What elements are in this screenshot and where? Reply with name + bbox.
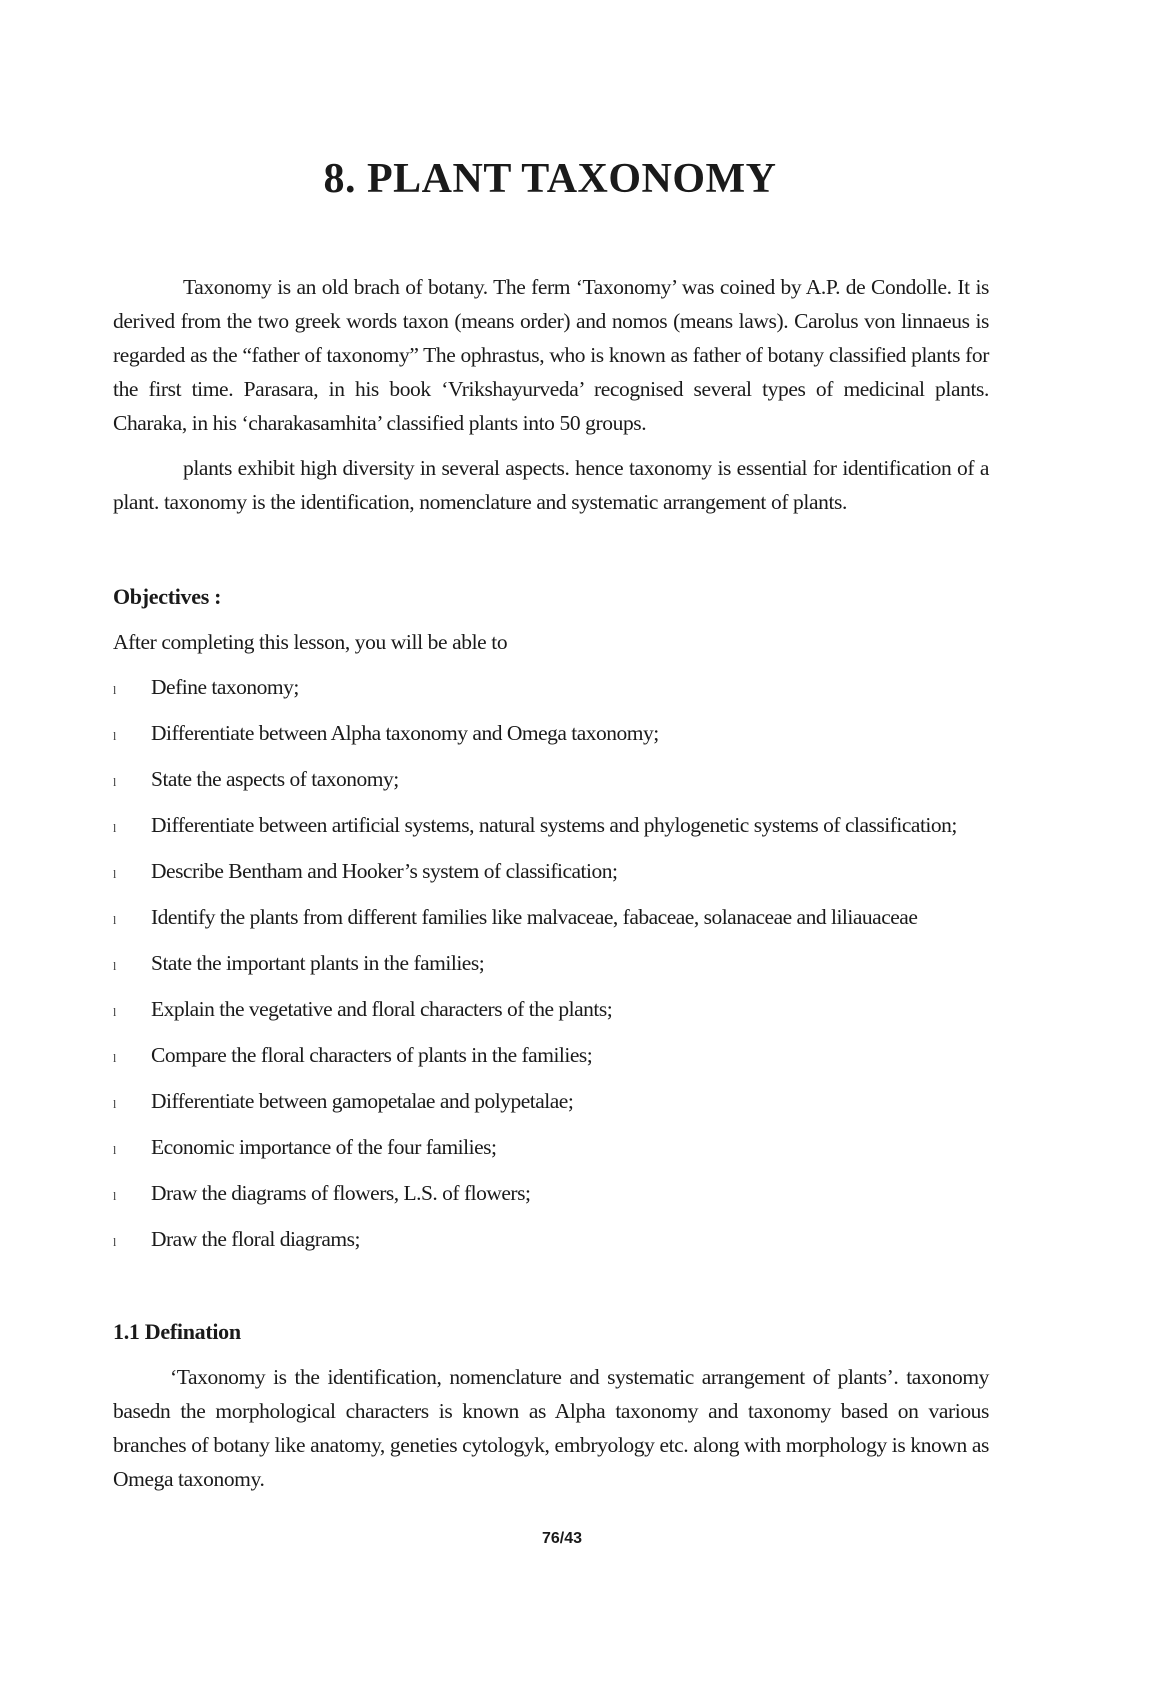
bullet-icon: l (113, 959, 116, 973)
bullet-icon: l (113, 683, 116, 697)
bullet-icon: l (113, 913, 116, 927)
bullet-icon: l (113, 1189, 116, 1203)
bullet-icon: l (113, 1097, 116, 1111)
page-title: 8. PLANT TAXONOMY (323, 156, 777, 202)
bullet-icon: l (113, 1051, 116, 1065)
objective-item: l Compare the floral characters of plants in the families; (113, 1038, 989, 1072)
objective-item: l Describe Bentham and Hooker’s system of classification; (113, 854, 989, 888)
bullet-icon: l (113, 775, 116, 789)
intro-paragraph-2: plants exhibit high diversity in several aspects. hence taxonomy is essential for identification of a plant. taxonomy is the identification, nomenclature and systematic arrangement of plants. (113, 456, 989, 514)
objective-item: l Differentiate between artificial systems, natural systems and phylogenetic systems of classification; (113, 808, 989, 842)
bullet-icon: l (113, 729, 116, 743)
objective-item: l Identify the plants from different families like malvaceae, fabaceae, solanaceae and liliauaceae (113, 900, 989, 934)
definition-section (113, 1315, 989, 1496)
objective-item: l Draw the diagrams of flowers, L.S. of flowers; (113, 1176, 989, 1210)
intro-section (113, 270, 989, 519)
objective-item: l Define taxonomy; (113, 670, 989, 704)
objectives-heading: Objectives : (113, 584, 222, 609)
definition-heading: 1.1 Defination (113, 1319, 241, 1344)
page-number: 76/43 (541, 1530, 583, 1547)
objectives-section (113, 580, 989, 1268)
bullet-icon: l (113, 867, 116, 881)
objective-item: l Differentiate between Alpha taxonomy and Omega taxonomy; (113, 716, 989, 750)
objective-item: l Draw the floral diagrams; (113, 1222, 989, 1256)
bullet-icon: l (113, 1143, 116, 1157)
intro-paragraph-1: Taxonomy is an old brach of botany. The ferm ‘Taxonomy’ was coined by A.P. de Condolle. It is derived from the two greek words taxon (means order) and nomos (means laws). Carolus von linnaeus is regarded as the “father of taxonomy” The ophrastus, who is known as father of botany classified plants for the first time. Parasara, in his book ‘Vrikshayurveda’ recognised several types of medicinal plants. Charaka, in his ‘charakasamhita’ classified plants into 50 groups. (113, 275, 989, 435)
definition-paragraph: ‘Taxonomy is the identification, nomenclature and systematic arrangement of plants’. taxonomy basedn the morphological characters is known as Alpha taxonomy and taxonomy based on various branches of botany like anatomy, geneties cytologyk, embryology etc. along with morphology is known as Omega taxonomy. (113, 1365, 989, 1491)
bullet-icon: l (113, 1005, 116, 1019)
objective-item: l Explain the vegetative and floral characters of the plants; (113, 992, 989, 1026)
bullet-icon: l (113, 821, 116, 835)
objectives-lead: After completing this lesson, you will be able to (113, 630, 508, 654)
bullet-icon: l (113, 1235, 116, 1249)
objective-item: l State the important plants in the families; (113, 946, 989, 980)
objectives-list (113, 670, 989, 1256)
objective-item: l Economic importance of the four families; (113, 1130, 989, 1164)
objective-item: l Differentiate between gamopetalae and polypetalae; (113, 1084, 989, 1118)
objective-item: l State the aspects of taxonomy; (113, 762, 989, 796)
